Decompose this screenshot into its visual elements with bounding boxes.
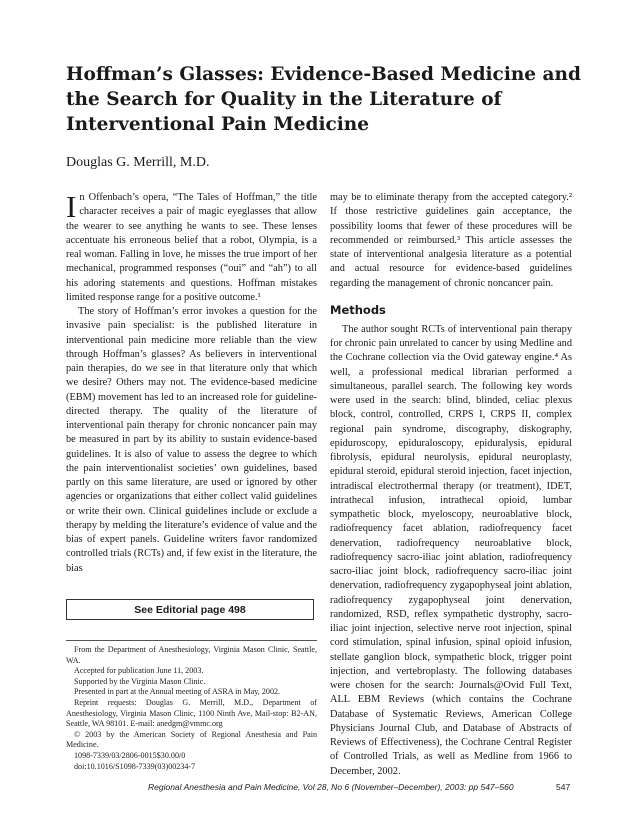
- footnote-reprint: Reprint requests: Douglas G. Merrill, M.D., Department of Anesthesiology, Virginia Mason Clinic, 1100 Ninth Ave, Mail-stop: B2-AN, Seattle, WA 98101. E-mail: anedgm@vmmc.org: [66, 697, 317, 729]
- see-editorial-box[interactable]: See Editorial page 498: [66, 599, 314, 620]
- footnote-doi: doi:10.1016/S1098-7339(03)00234-7: [74, 761, 196, 771]
- footnote-accepted: Accepted for publication June 11, 2003.: [74, 666, 204, 676]
- article-author: Douglas G. Merrill, M.D.: [66, 155, 210, 170]
- intro-paragraph: [66, 191, 317, 305]
- footnote-issn: 1098-7339/03/2806-0015$30.00/0: [74, 750, 186, 760]
- article-title: Hoffman’s Glasses: Evidence-Based Medicine and the Search for Quality in the Literature of Interventional Pain Medicine: [66, 64, 581, 135]
- methods-paragraph: The author sought RCTs of interventional pain therapy for chronic pain unrelated to cancer by using Medline and the Cochrane collection via the Ovid gateway engine.⁴ As well, a professional medical librarian performed a simultaneous, parallel search. The following key words were used in the search: blind, blinded, celiac plexus block, control, controlled, CRPS I, CRPS II, complex regional pain syndrome, discography, diskography, epiduroscopy, epiduraloscopy, epiduralysis, epidural fibrolysis, epidural neurolysis, epidural neuroplasty, epidural steroid, epidural steroid injection, facet injection, intradiscal electrothermal therapy (or treatment), IDET, intrathecal infusion, intrathecal opioid, lumbar sympathetic block, myeloscopy, neuroablative block, radiofrequency facet ablation, radiofrequency facet denervation, radiofrequency neuroablative block, radiofrequency sacro-iliac joint ablation, radiofrequency sacro-iliac joint block, radiofrequency sacro-iliac joint denervation, radiofrequency zygapophyseal joint ablation, radiofrequency zygapophyseal joint denervation, randomized, RSD, reflex sympathetic dystrophy, sacro-iliac joint injection, selective nerve root injection, spinal cord stimulation, spinal infusion, spinal opioid infusion, stellate ganglion block, sympathetic block, trigger point injection, and vertebroplasty. The following databases were chosen for the search: Journals@Ovid Full Text, ALL EBM Reviews (which contains the Cochrane Database of Systematic Reviews, American College Physicians Journal Club, and Database of Abstracts of Reviews of Effectiveness), the Cochrane Central Register of Controlled Trials, as well as Medline from 1966 to December, 2002.: [330, 323, 572, 777]
- body-paragraph-3: may be to eliminate therapy from the accepted category.² If those restrictive guidelines gain acceptance, the possibility looms that fewer of these procedures will be recommended or reimbursed.³ This article assesses the state of interventional analgesia literature as a potential and actual resource for evidence-based guidelines regarding the management of chronic noncancer pain.: [330, 192, 572, 289]
- right-column: [330, 191, 572, 779]
- footnote-presented: Presented in part at the Annual meeting of ASRA in May, 2002.: [74, 687, 281, 697]
- footnote-support: Supported by the Virginia Mason Clinic.: [74, 676, 206, 686]
- left-column: [66, 191, 317, 576]
- footnote-copyright: © 2003 by the American Society of Regional Anesthesia and Pain Medicine.: [66, 729, 317, 750]
- footnote-affiliation: From the Department of Anesthesiology, Virginia Mason Clinic, Seattle, WA.: [66, 645, 317, 665]
- footnotes: [66, 645, 317, 772]
- drop-cap: I: [66, 189, 77, 224]
- journal-citation: Regional Anesthesia and Pain Medicine, Vol 28, No 6 (November–December), 2003: pp 547–560: [148, 782, 514, 792]
- page-number: 547: [556, 782, 571, 792]
- intro-paragraph-text: n Offenbach’s opera, “The Tales of Hoffman,” the title character receives a pair of magic eyeglasses that allow the wearer to see anything he wants to see. These lenses accentuate his erroneous belief that a robot, Olympia, is a real woman. Falling in love, he misses the true import of her mechanical, programmed responses (“oui” and “ah”) to all his adoring statements and questions. Hoffman mistakes limited response range for a positive outcome.¹: [66, 192, 317, 303]
- methods-heading: Methods: [330, 302, 386, 317]
- body-paragraph-2: The story of Hoffman’s error invokes a question for the invasive pain specialist: is the published literature in interventional pain medicine more reliable than the view through Hoffman’s glasses? As believers in interventional pain therapies, do we see in that literature only that which we desire? Others may not. The evidence-based medicine (EBM) movement has led to an increased role for guideline-directed therapy. The quality of the literature of interventional pain therapy for chronic noncancer pain may be measured in part by its ability to sustain evidence-based guidelines. It is also of value to assess the degree to which the pain interventionalist societies’ own guidelines, based partly on this same literature, are used or ignored by other agencies or organizations that either collect valid guidelines or write their own. Clinical guidelines include or exclude a therapy by melding the literature’s evidence of value and the bias of expert panels. Guideline writers favor randomized controlled trials (RCTs) and, if few exist in the literature, the bias: [66, 306, 317, 574]
- footnote-divider: [66, 640, 317, 641]
